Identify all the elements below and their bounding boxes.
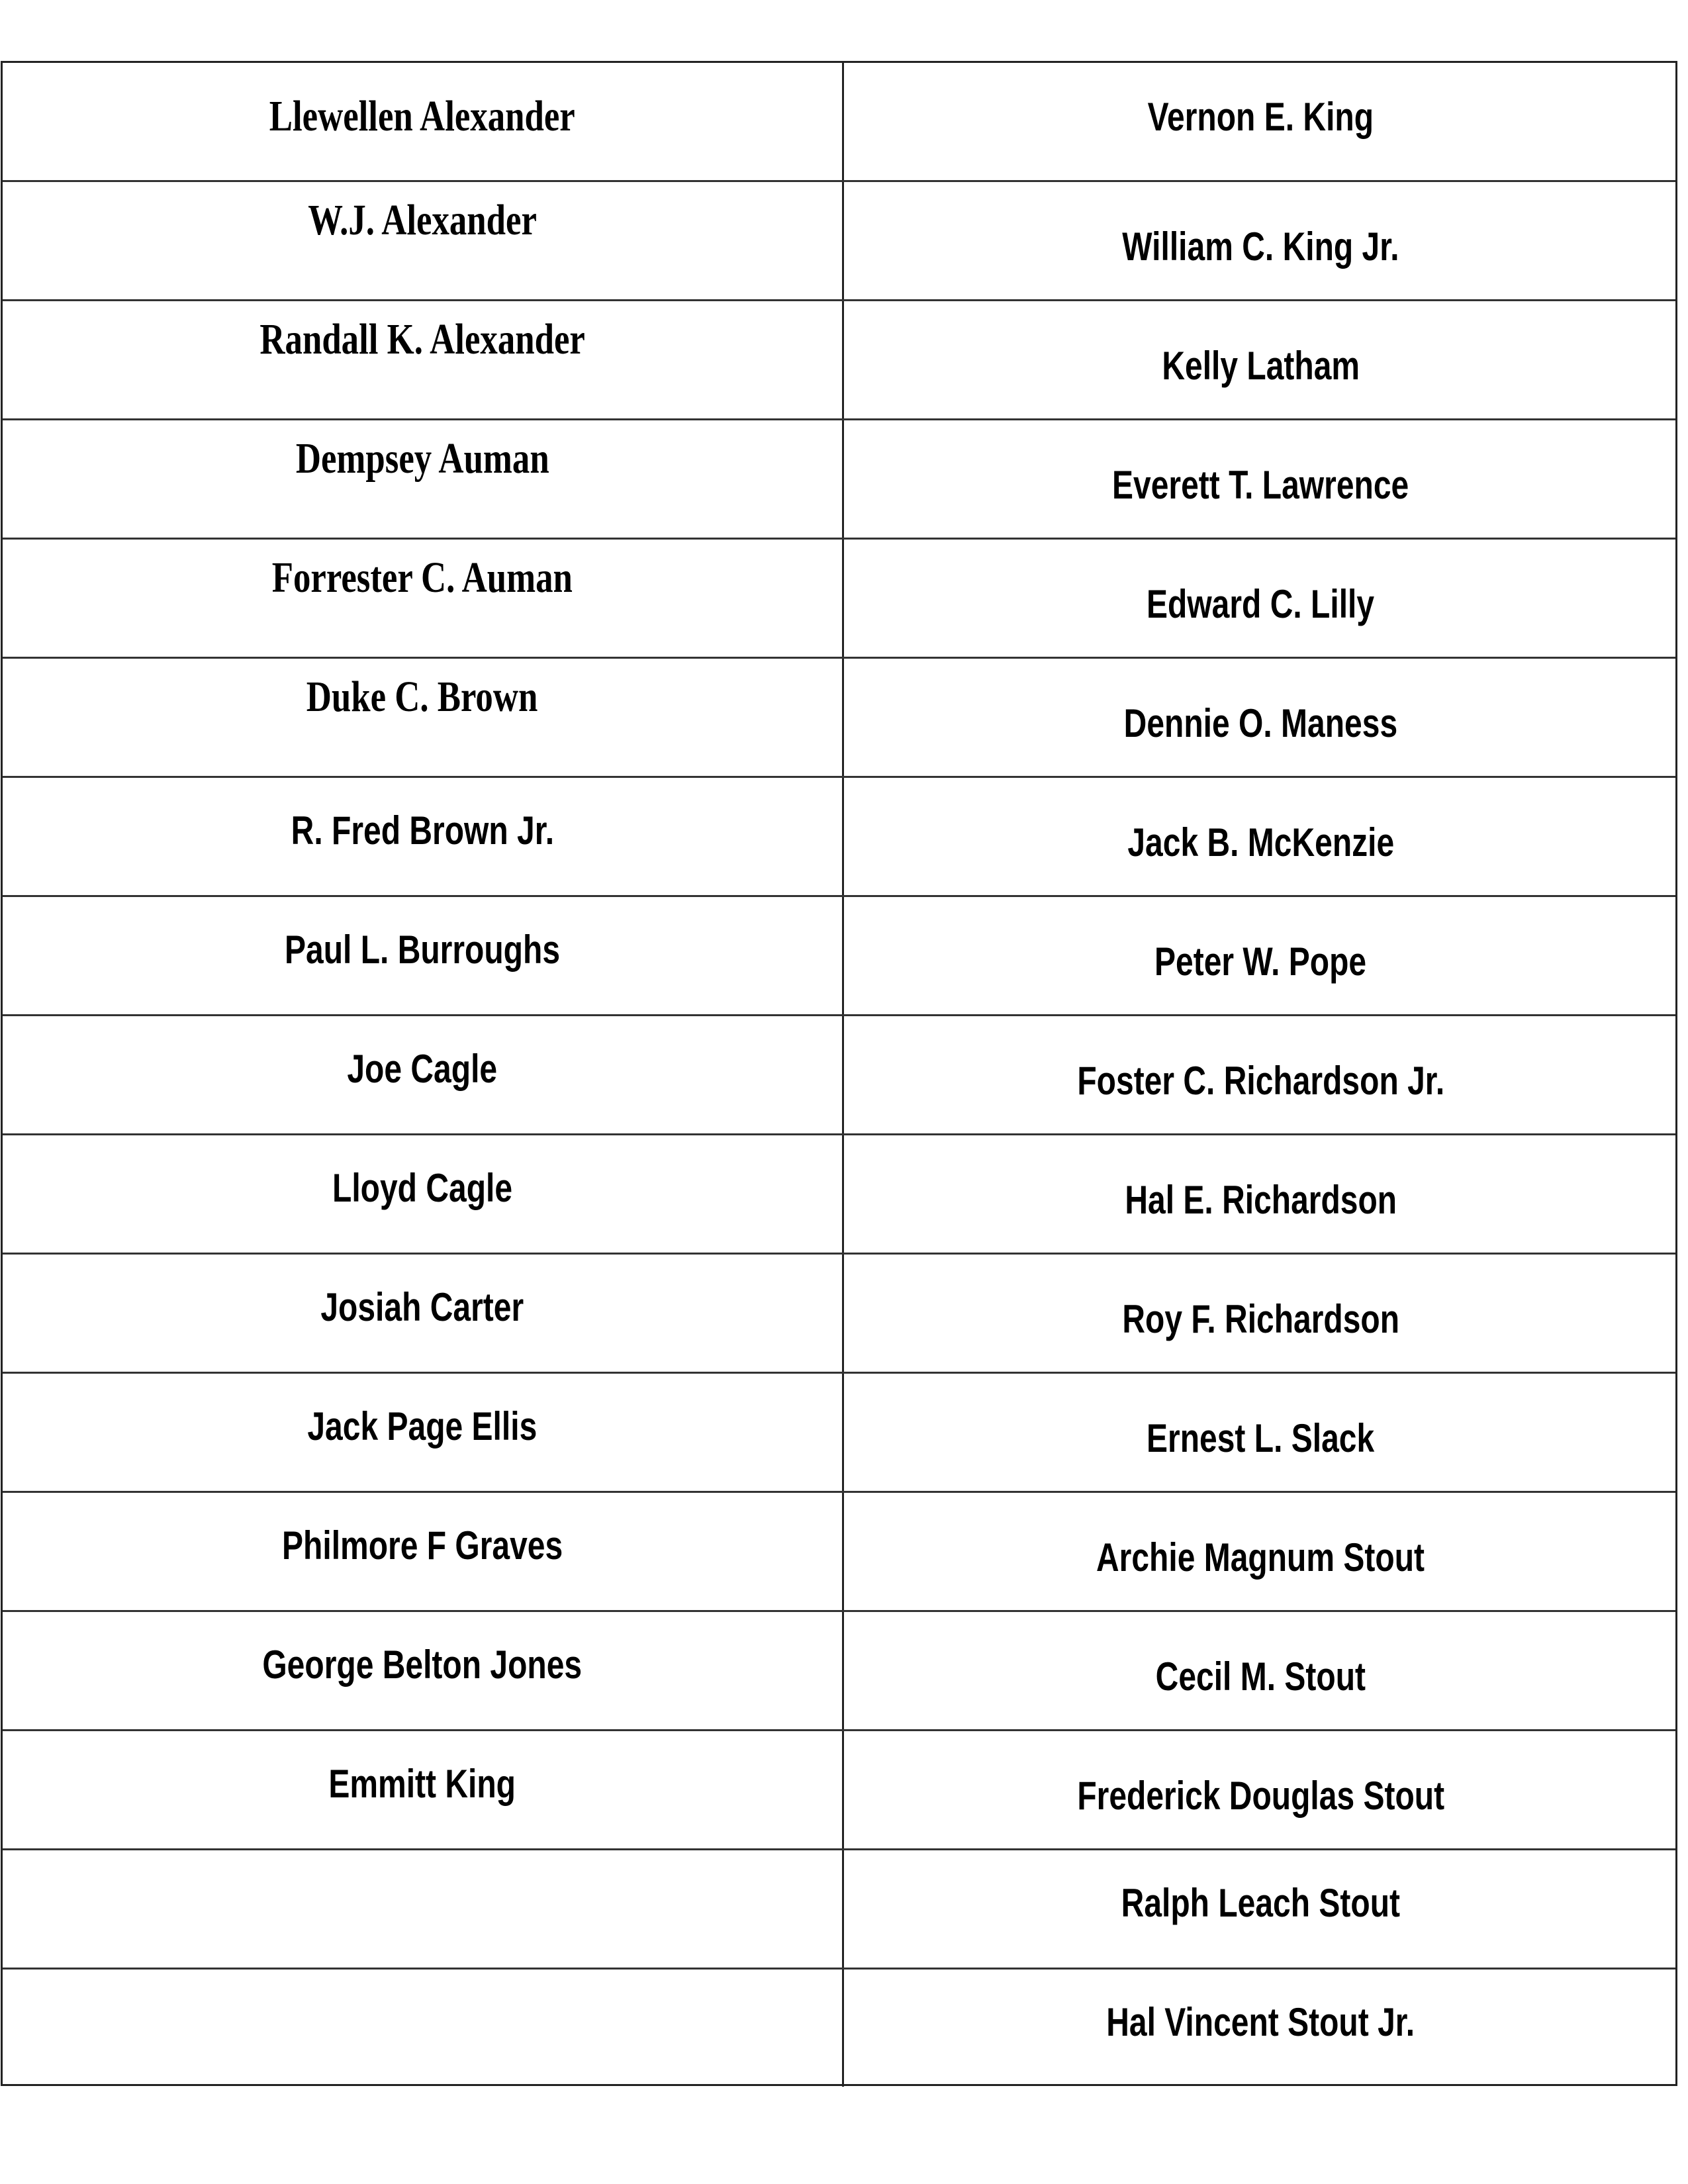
table-row [3,418,1675,538]
name-text: George Belton Jones [262,1642,583,1687]
name-text: Dempsey Auman [295,434,549,483]
table-cell-right [846,301,1675,418]
name-text: Philmore F Graves [281,1523,563,1568]
table-row [3,895,1675,1014]
table-cell-left [3,420,844,538]
table-cell-right [846,778,1675,895]
table-cell-left [3,540,844,657]
name-text: Edward C. Lilly [1147,582,1375,626]
table-row [3,1372,1675,1491]
table-row [3,1729,1675,1848]
table-row [3,299,1675,418]
table-row [3,1253,1675,1372]
table-cell-right [846,897,1675,1014]
table-cell-right [846,1970,1675,2087]
table-cell-left [3,1970,844,2087]
table-cell-right [846,182,1675,299]
name-text: Joe Cagle [347,1047,498,1091]
table-cell-left [3,1255,844,1372]
name-text: Jack Page Ellis [307,1404,538,1448]
table-cell-right [846,1612,1675,1729]
table-row [3,538,1675,657]
name-text: Ernest L. Slack [1147,1416,1375,1460]
table-cell-right [846,1731,1675,1848]
name-text: Everett T. Lawrence [1112,463,1409,507]
table-cell-left [3,1731,844,1848]
name-text: Paul L. Burroughs [284,927,561,972]
name-text: R. Fred Brown Jr. [291,808,554,853]
table-cell-left [3,1135,844,1253]
table-cell-left [3,1016,844,1133]
name-text: Roy F. Richardson [1122,1297,1399,1341]
name-text: Forrester C. Auman [271,553,573,602]
table-cell-right [846,1016,1675,1133]
name-text: Hal E. Richardson [1125,1178,1397,1222]
table-row [3,180,1675,299]
name-text: Emmitt King [328,1762,516,1806]
name-text: Randall K. Alexander [259,315,585,363]
name-text: William C. King Jr. [1122,224,1399,269]
name-text: Jack B. McKenzie [1127,820,1394,865]
table-row [3,1968,1675,2087]
name-text: Peter W. Pope [1154,939,1367,984]
name-text: Foster C. Richardson Jr. [1077,1059,1444,1103]
table-cell-right [846,420,1675,538]
table-cell-left [3,301,844,418]
table-cell-left [3,659,844,776]
table-cell-right [846,1493,1675,1610]
table-cell-left [3,1374,844,1491]
name-text: Dennie O. Maness [1123,701,1398,745]
name-text: W.J. Alexander [308,196,537,244]
name-text: Ralph Leach Stout [1121,1881,1401,1925]
table-cell-right [846,1255,1675,1372]
name-text: Duke C. Brown [306,673,538,721]
table-cell-right [846,1850,1675,1968]
table-row [3,1014,1675,1133]
table-row [3,657,1675,776]
name-text: Frederick Douglas Stout [1077,1774,1444,1818]
name-text: Lloyd Cagle [332,1166,513,1210]
name-text: Llewellen Alexander [269,92,575,140]
table-cell-right [846,1135,1675,1253]
name-text: Josiah Carter [320,1285,524,1329]
table-cell-left [3,897,844,1014]
table-cell-left [3,778,844,895]
names-table [1,61,1677,2086]
name-text: Vernon E. King [1147,95,1374,139]
table-row [3,63,1675,182]
table-row [3,1491,1675,1610]
name-text: Archie Magnum Stout [1096,1535,1425,1580]
table-row [3,1133,1675,1253]
table-cell-right [846,63,1675,182]
table-cell-right [846,540,1675,657]
table-cell-left [3,1850,844,1968]
name-text: Kelly Latham [1162,344,1360,388]
table-row [3,776,1675,895]
name-text: Cecil M. Stout [1155,1654,1366,1699]
table-cell-left [3,1493,844,1610]
table-cell-left [3,182,844,299]
table-row [3,1610,1675,1729]
table-row [3,1848,1675,1968]
name-text: Hal Vincent Stout Jr. [1106,2000,1415,2044]
table-cell-left [3,63,844,182]
table-cell-right [846,659,1675,776]
table-cell-left [3,1612,844,1729]
table-cell-right [846,1374,1675,1491]
